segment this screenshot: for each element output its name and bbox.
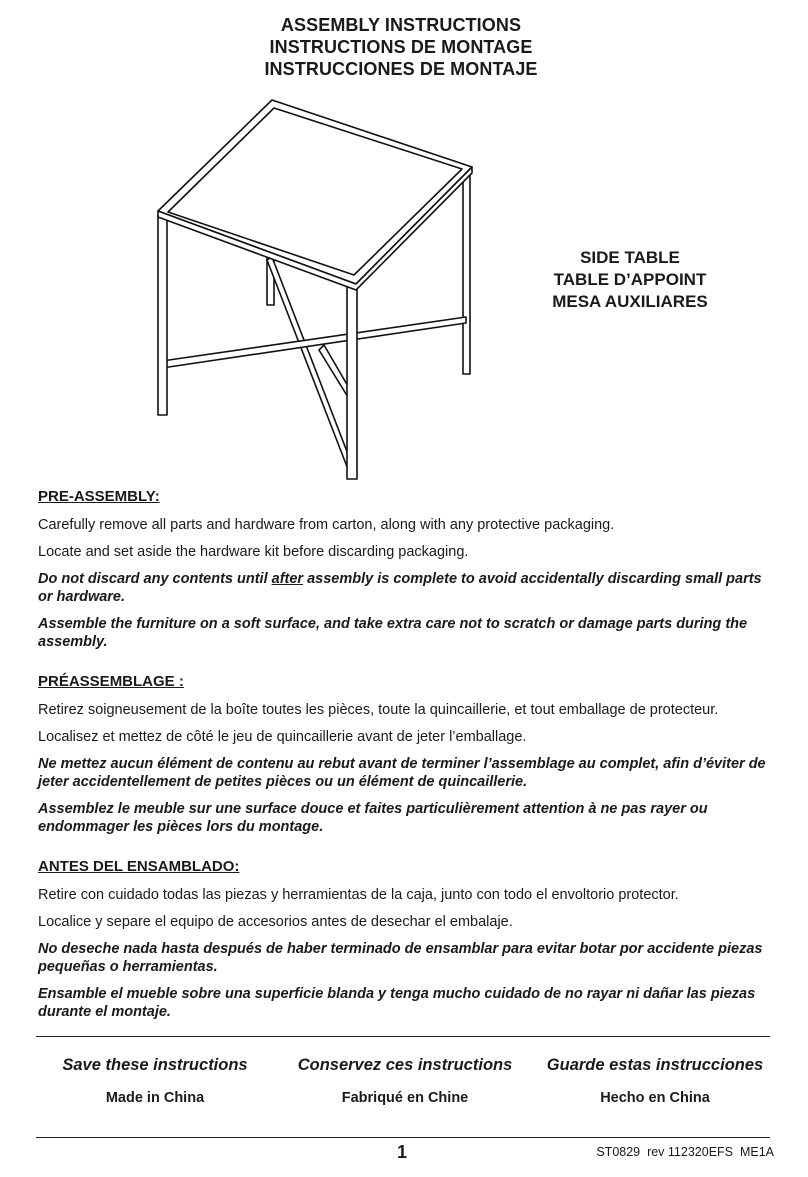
warning-do-not-discard-fr: Ne mettez aucun élément de contenu au rebut avant de terminer l’assemblage au complet, afin d’éviter de jeter accidentellement de petites pièces ou un élément de quincaillerie. xyxy=(38,756,766,790)
paragraph-remove-parts-fr: Retirez soigneusement de la boîte toutes les pièces, toute la quincaillerie, et tout emballage de protecteur. xyxy=(38,702,719,718)
save-instructions-spanish: Guarde estas instrucciones xyxy=(546,1056,764,1074)
title-block xyxy=(0,14,802,80)
footer-col-french xyxy=(280,1055,530,1107)
warning-emphasis: after xyxy=(271,571,304,587)
section-heading-english: PRE-ASSEMBLY: xyxy=(38,488,160,505)
warning-soft-surface: Assemble the furniture on a soft surface, and take extra care not to scratch or damage parts during the assembly. xyxy=(38,616,748,650)
made-in-spanish: Hecho en China xyxy=(600,1090,710,1106)
product-name-block xyxy=(530,247,730,313)
paragraph-locate-hardware-es: Localice y separe el equipo de accesorios antes de desechar el embalaje. xyxy=(38,914,513,930)
section-heading-spanish: ANTES DEL ENSAMBLADO: xyxy=(38,858,240,875)
footer-divider-top xyxy=(36,1036,770,1037)
warning-soft-surface-es: Ensamble el mueble sobre una superficie blanda y tenga mucho cuidado de no rayar ni dañar las piezas durante el montaje. xyxy=(38,986,756,1020)
product-name-english: SIDE TABLE xyxy=(580,248,680,267)
tabletop-inner xyxy=(168,108,462,275)
footer-divider-bottom xyxy=(36,1137,770,1138)
section-english xyxy=(38,487,768,651)
title-line-spanish: INSTRUCCIONES DE MONTAJE xyxy=(264,59,538,79)
product-name-spanish: MESA AUXILIARES xyxy=(552,292,708,311)
warning-do-not-discard xyxy=(38,570,768,606)
section-french xyxy=(38,672,768,836)
paragraph-remove-parts: Carefully remove all parts and hardware from carton, along with any protective packaging. xyxy=(38,517,615,533)
save-instructions-english: Save these instructions xyxy=(62,1056,248,1074)
side-stretcher xyxy=(162,317,466,368)
document-code: ST0829 rev 112320EFS ME1A xyxy=(596,1145,774,1159)
product-name-french: TABLE D’APPOINT xyxy=(553,270,707,289)
paragraph-remove-parts-es: Retire con cuidado todas las piezas y herramientas de la caja, junto con todo el envoltorio protector. xyxy=(38,887,679,903)
cross-brace-a xyxy=(267,257,356,477)
side-table-illustration xyxy=(150,95,480,490)
instructions-content xyxy=(38,487,768,1042)
footer-notes xyxy=(30,1055,780,1107)
footer-col-spanish xyxy=(530,1055,780,1107)
title-line-english: ASSEMBLY INSTRUCTIONS xyxy=(280,15,522,35)
section-spanish xyxy=(38,857,768,1021)
warning-soft-surface-fr: Assemblez le meuble sur une surface douce et faites particulièrement attention à ne pas rayer ou endommager les pièces lors du montage. xyxy=(38,801,708,835)
front-left-leg xyxy=(158,215,167,415)
made-in-french: Fabriqué en Chine xyxy=(341,1090,469,1106)
footer-col-english xyxy=(30,1055,280,1107)
back-right-leg xyxy=(463,170,470,374)
front-right-leg xyxy=(347,281,357,479)
warning-do-not-discard-es: No deseche nada hasta después de haber terminado de ensamblar para evitar botar por accidente piezas pequeñas o herramientas. xyxy=(38,941,763,975)
warning-text-start: Do not discard any contents until xyxy=(38,571,272,587)
paragraph-locate-hardware: Locate and set aside the hardware kit before discarding packaging. xyxy=(38,544,469,560)
page-number: 1 xyxy=(396,1142,407,1162)
section-heading-french: PRÉASSEMBLAGE : xyxy=(38,673,184,690)
made-in-english: Made in China xyxy=(105,1090,205,1106)
save-instructions-french: Conservez ces instructions xyxy=(297,1056,513,1074)
warning-text-end: assembly is complete to avoid accidentally discarding small parts or hardware. xyxy=(38,571,762,605)
paragraph-locate-hardware-fr: Localisez et mettez de côté le jeu de quincaillerie avant de jeter l’emballage. xyxy=(38,729,527,745)
title-line-french: INSTRUCTIONS DE MONTAGE xyxy=(269,37,533,57)
